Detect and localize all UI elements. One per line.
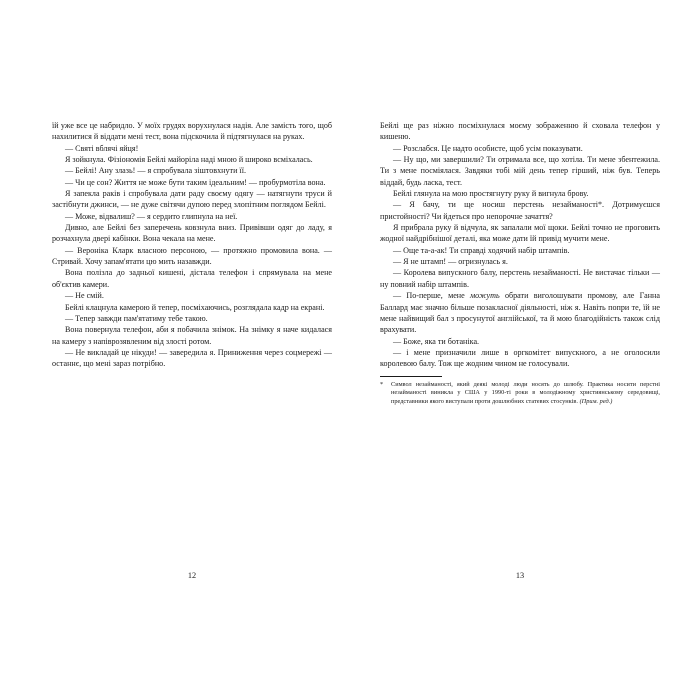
paragraph: — Може, відвалиш? — я сердито глипнула на неї.: [65, 211, 238, 221]
footnote: [380, 381, 660, 407]
footnote-marker: *: [380, 380, 384, 388]
paragraph: Бейлі клацнула камерою й тепер, посміхаючись, розглядала кадр на екрані.: [65, 302, 325, 312]
paragraph: їй уже все це набридло. У моїх грудях ворухнулася надія. Але замість того, щоб нахилитися й віддати мені тест, вона підскочила й підтягнулася на руках.: [52, 121, 332, 142]
paragraph: Я запекла раків і спробувала дати раду своєму одягу — натягнути труси й застібнути джинси, — не дуже світячи дупою перед злопітним поглядом Бейлі.: [52, 189, 332, 210]
left-page-body: [52, 120, 332, 370]
paragraph: — По-перше, мене можуть обрати виголошувати промову, але Ганна Баллард має значно більше позакласної діяльності, ніж я. Навіть попри те, їй не мене найвищий бал з просунутої англійської, та й мою благодійність також слід врахувати.: [380, 291, 660, 335]
paragraph: Я зойкнула. Фізіономія Бейлі майоріла наді мною й широко всміхалась.: [65, 155, 313, 165]
paragraph: — Святі вблячі яйця!: [65, 143, 139, 153]
paragraph: — Ну що, ми завершили? Ти отримала все, що хотіла. Ти мене збентежила. Ти з мене посміялася. Завдяки тобі мій день тепер гірший, ніж був. Теперь віддай, будь ласка, тест.: [380, 155, 660, 187]
footnote-divider: [380, 376, 442, 377]
paragraph: Я прибрала руку й відчула, як запалали мої щоки. Бейлі точно не проговить жодної найдрібнішої деталі, яка може дати їй привід мучити мене.: [380, 223, 660, 244]
footnote-editor-note: (Прим. ред.): [579, 397, 613, 405]
paragraph: — Боже, яка ти ботаніка.: [393, 336, 480, 346]
right-page: [380, 120, 660, 580]
paragraph: Вона полізла до задньої кишені, дістала телефон і спрямувала на мене об'єктив камери.: [52, 268, 332, 289]
paragraph: — Още та-а-ак! Ти справді ходячий набір штампів.: [393, 245, 570, 255]
paragraph: Бейлі глянула на мою простягнуту руку й вигнула брову.: [393, 189, 589, 199]
footnote-text: Символ незайманості, який деякі молоді люди носять до шлюбу. Практика носити перстні незайманості виникла у США у 1990-ті роки в молодіжному християнському середовищі, представники якого виступали проти дошлюбних статевих стосунків.: [391, 380, 660, 405]
paragraph: — і мене призначили лише в оргкомітет випускного, а не оголосили королевою балу. Тож ще жодним чином не голосували.: [380, 347, 660, 369]
paragraph: Вона повернула телефон, аби я побачила знімок. На знімку я наче кидалася на камеру з напіврозявленим від злості ротом.: [52, 325, 332, 346]
paragraph: — Тепер завжди пам'ятатиму тебе такою.: [65, 313, 208, 323]
paragraph: Бейлі ще раз ніжно посміхнулася моєму зображенню й сховала телефон у кишеню.: [380, 121, 660, 142]
paragraph: — Не викладай це нікуди! — завередила я. Приниження через соцмережі — останнє, що мені зараз потрібно.: [52, 347, 332, 369]
paragraph: — Королева випускного балу, перстень незайманості. Не вистачає тільки — ну повний набір штампів.: [380, 268, 660, 289]
page-number-right: 13: [515, 571, 525, 580]
paragraph: — Не смій.: [65, 291, 104, 301]
paragraph: — Розслабся. Це надто особисте, щоб усім показувати.: [393, 143, 583, 153]
paragraph: — Бейлі! Ану злазь! — я спробувала зіштовхнути її.: [65, 166, 246, 176]
right-page-body: [380, 120, 660, 370]
page-number-left: 12: [187, 571, 197, 580]
paragraph: — Чи це сон? Життя не може бути таким ідеальним! — пробурмотіла вона.: [65, 177, 326, 187]
paragraph: — Я не штамп! — огризнулась я.: [393, 257, 508, 267]
left-page: [52, 120, 332, 580]
paragraph: Дивно, але Бейлі без заперечень ковзнула вниз. Привівши одяг до ладу, я розчахнула двері кабінки. Вона чекала на мене.: [52, 223, 332, 244]
paragraph: — Вероніка Кларк власною персоною, — протяжно промовила вона. — Стривай. Хочу запам'ятати цю мить назавжди.: [52, 245, 332, 267]
paragraph: — Я бачу, ти ще носиш перстень незайманості*. Дотримуєшся пристойності? Чи йдеться про непорочне зачаття?: [380, 200, 660, 221]
